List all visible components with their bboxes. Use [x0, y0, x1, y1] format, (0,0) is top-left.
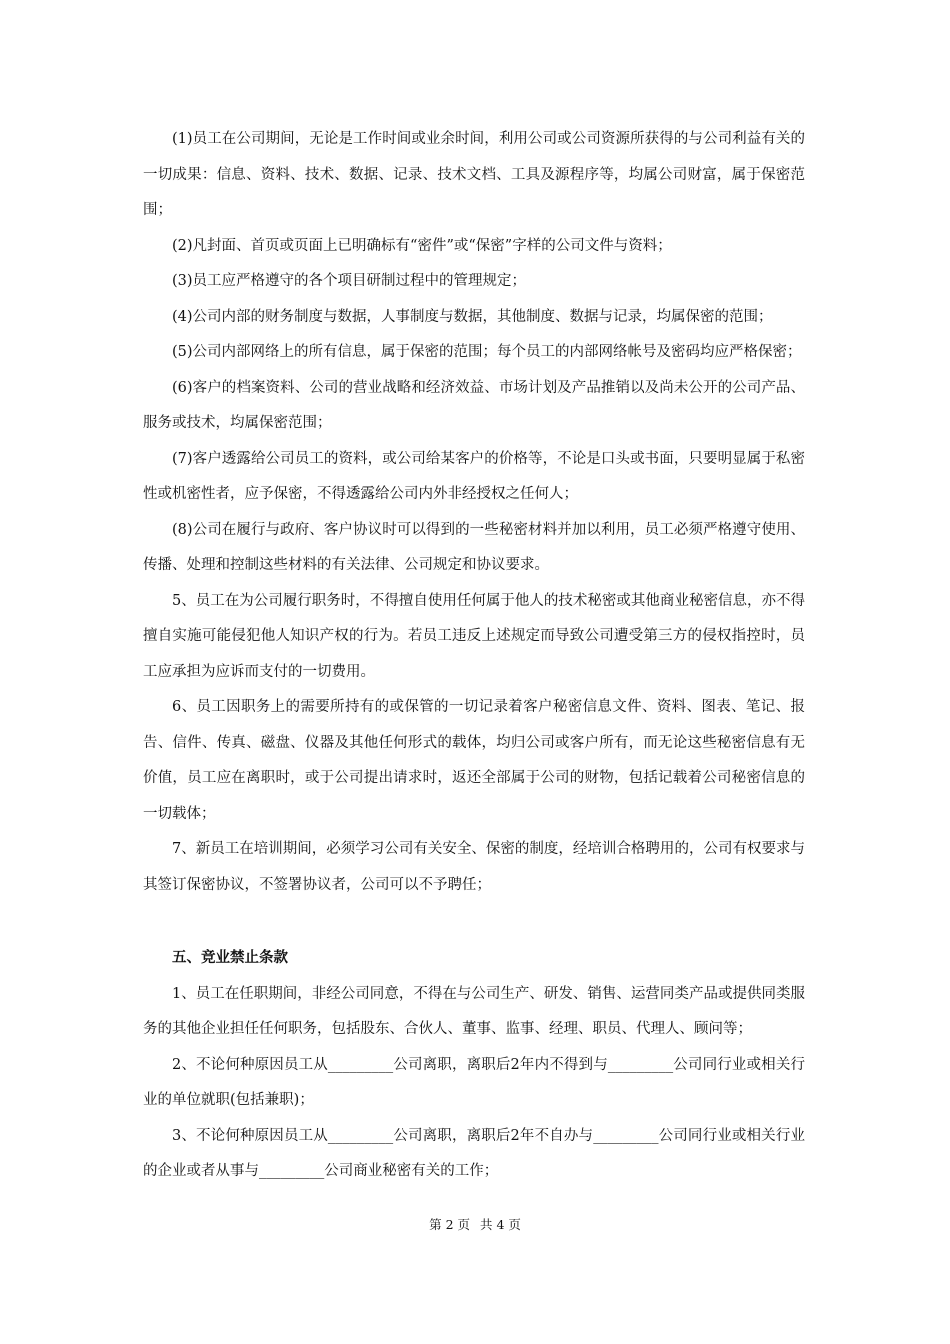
- section4-item-3: (3)员工应严格遵守的各个项目研制过程中的管理规定；: [172, 273, 527, 289]
- clause-7: 7、新员工在培训期间，必须学习公司有关安全、保密的制度，经培训合格聘用的，公司有权要求与其签订保密协议，不签署协议者，公司可以不予聘任；: [143, 841, 805, 893]
- page-number: 第 2 页: [429, 1217, 470, 1232]
- section4-item-2: (2)凡封面、首页或页面上已明确标有“密件”或“保密”字样的公司文件与资料；: [172, 237, 672, 254]
- section5-clause-1: 1、员工在任职期间，非经公司同意，不得在与公司生产、研发、销售、运营同类产品或提供同类服务的其他企业担任任何职务，包括股东、合伙人、董事、监事、经理、职员、代理人、顾问等；: [143, 985, 805, 1037]
- page-total: 共 4 页: [479, 1217, 521, 1232]
- section5-heading: 五、竞业禁止条款: [172, 950, 288, 966]
- section4-item-8: (8)公司在履行与政府、客户协议时可以得到的一些秘密材料并加以利用，员工必须严格遵守使用、传播、处理和控制这些材料的有关法律、公司规定和协议要求。: [143, 521, 805, 573]
- page-footer: [0, 1215, 950, 1233]
- document-body: [143, 122, 805, 1190]
- section4-item-7: (7)客户透露给公司员工的资料，或公司给某客户的价格等，不论是口头或书面，只要明显属于私密性或机密性者，应予保密，不得透露给公司内外非经授权之任何人；: [143, 450, 805, 502]
- section5-clause-3: 3、不论何种原因员工从_________公司离职，离职后2年不自办与_________公司同行业或相关行业的企业或者从事与_________公司商业秘密有关的工作；: [143, 1127, 805, 1179]
- clause-5: 5、员工在为公司履行职务时，不得擅自使用任何属于他人的技术秘密或其他商业秘密信息，亦不得擅自实施可能侵犯他人知识产权的行为。若员工违反上述规定而导致公司遭受第三方的侵权指控时，员工应承担为应诉而支付的一切费用。: [143, 592, 805, 680]
- section4-item-6: (6)客户的档案资料、公司的营业战略和经济效益、市场计划及产品推销以及尚未公开的公司产品、服务或技术，均属保密范围；: [143, 379, 805, 431]
- clause-6: 6、员工因职务上的需要所持有的或保管的一切记录着客户秘密信息文件、资料、图表、笔记、报告、信件、传真、磁盘、仪器及其他任何形式的载体，均归公司或客户所有，而无论这些秘密信息有无价值，员工应在离职时，或于公司提出请求时，返还全部属于公司的财物，包括记载着公司秘密信息的一切载体；: [143, 699, 805, 822]
- section4-item-5: (5)公司内部网络上的所有信息，属于保密的范围；每个员工的内部网络帐号及密码均应严格保密；: [172, 344, 802, 360]
- section5-clause-2: 2、不论何种原因员工从_________公司离职，离职后2年内不得到与_________公司同行业或相关行业的单位就职(包括兼职)；: [143, 1056, 805, 1108]
- section4-item-4: (4)公司内部的财务制度与数据，人事制度与数据，其他制度、数据与记录，均属保密的范围；: [172, 308, 773, 325]
- section4-item-1: (1)员工在公司期间，无论是工作时间或业余时间，利用公司或公司资源所获得的与公司利益有关的一切成果：信息、资料、技术、数据、记录、技术文档、工具及源程序等，均属公司财富，属于保密范围；: [143, 131, 805, 218]
